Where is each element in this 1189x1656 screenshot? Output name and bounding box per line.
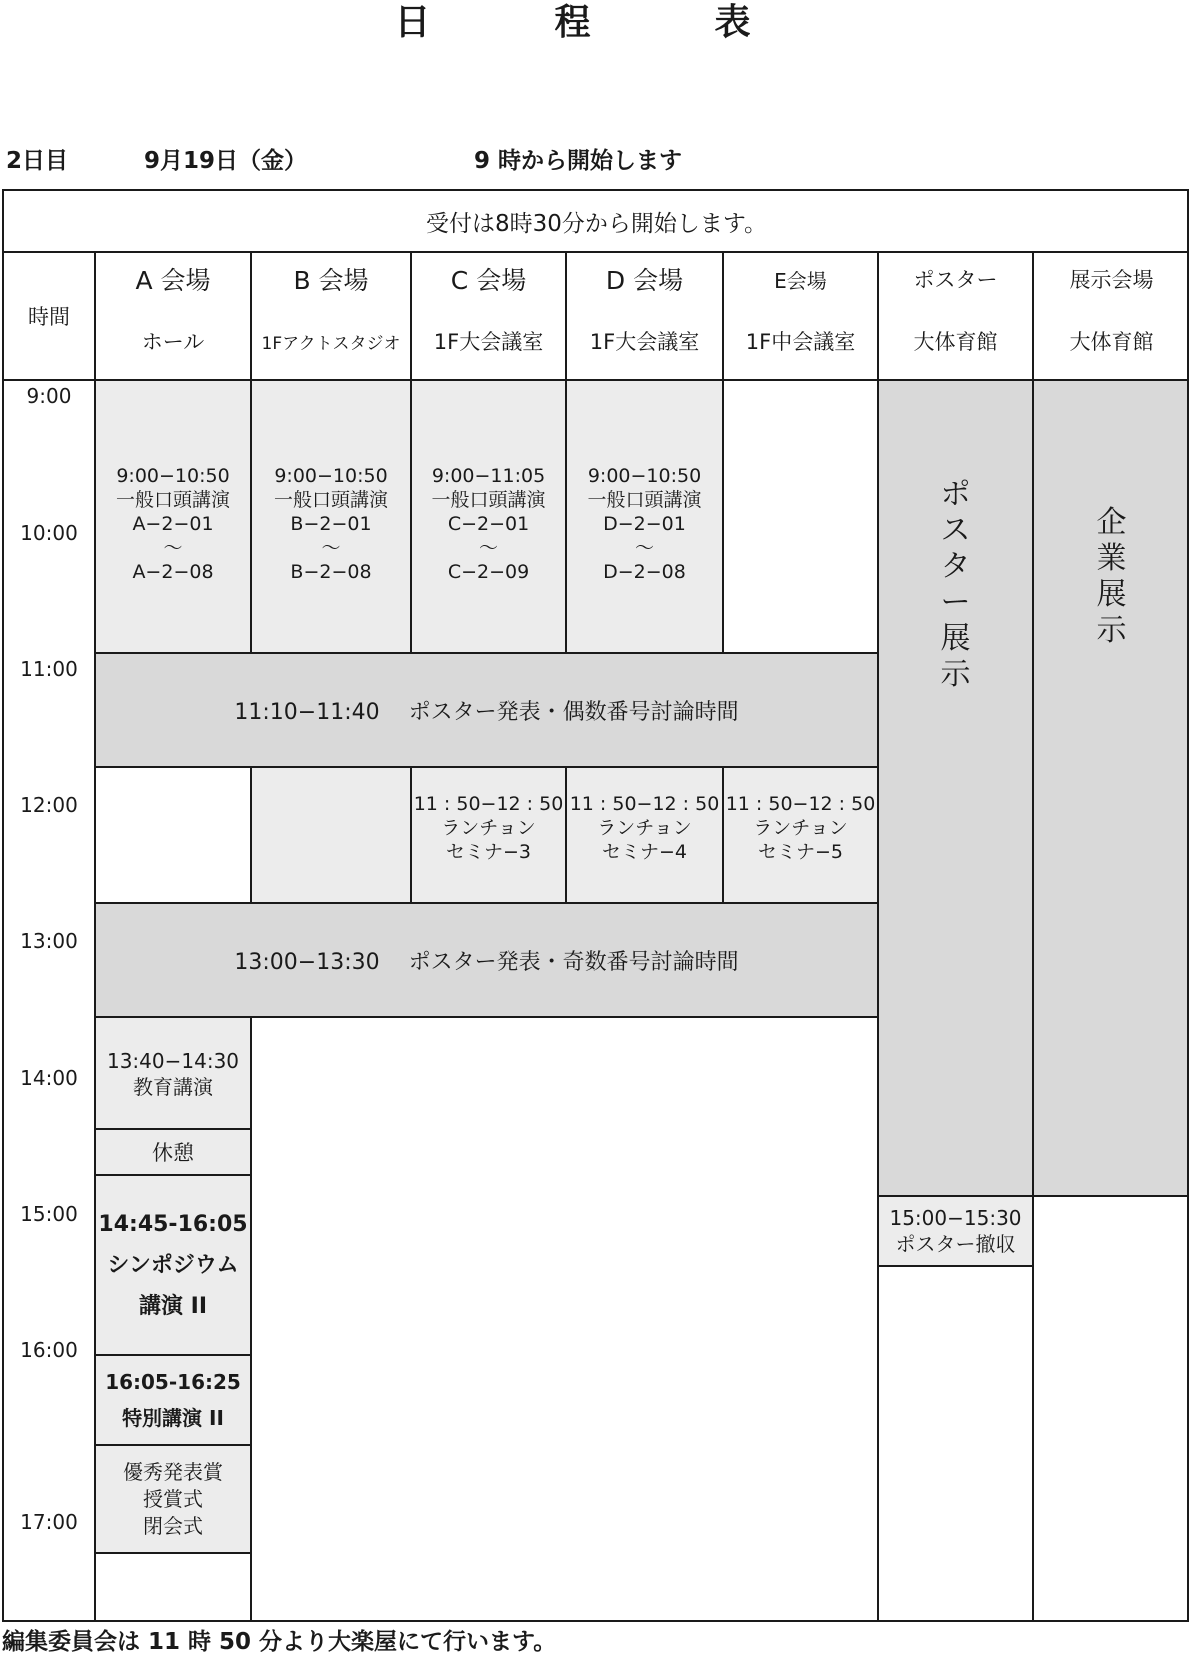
session-title: ランチョン (753, 817, 848, 839)
grid-line (1032, 251, 1034, 1622)
session-time: 15:00−15:30 (889, 1206, 1022, 1230)
session-title: ランチョン (441, 817, 536, 839)
session-time: 11 : 50−12 : 50 (413, 793, 564, 815)
grid-line (410, 251, 412, 654)
time-header: 時間 (28, 305, 70, 329)
grid-line (94, 1016, 879, 1018)
grid-line (94, 766, 879, 768)
session-time: 9:00−11:05 (431, 464, 546, 487)
grid-line (94, 1128, 252, 1130)
poster-display (879, 381, 1032, 1195)
company-exhibit (1034, 381, 1189, 1195)
venue-name: E会場 (774, 268, 827, 293)
day-label: 2日目 (6, 148, 69, 174)
time-label: 10:00 (20, 521, 78, 545)
session-to: C−2−09 (447, 560, 530, 583)
time-label: 14:00 (20, 1066, 78, 1090)
session-to: A−2−08 (132, 560, 214, 583)
date-label: 9月19日（金） (144, 148, 308, 174)
grid-line (250, 1016, 252, 1622)
poster-even-discussion: 11:10−11:40 ポスター発表・偶数番号討論時間 (96, 654, 877, 766)
session-time: 14:45-16:05 (98, 1211, 248, 1237)
poster-display-label: ポスター展示 (940, 477, 971, 692)
grid-line (94, 251, 96, 1622)
grid-line (2, 1620, 1189, 1622)
session-name: セミナ−3 (445, 841, 531, 863)
closing-ceremony (96, 1446, 250, 1552)
time-label: 16:00 (20, 1338, 78, 1362)
venue-header-exhibit (1034, 253, 1189, 379)
closing-line: 優秀発表賞 (123, 1459, 223, 1484)
grid-line (94, 902, 879, 904)
venue-name: B 会場 (293, 266, 369, 295)
grid-line (877, 251, 879, 1622)
grid-line (250, 251, 252, 654)
grid-line (2, 189, 1189, 191)
grid-line (877, 1265, 1034, 1267)
company-exhibit-label: 企業展示 (1096, 505, 1127, 648)
time-label: 12:00 (20, 793, 78, 817)
oral-session-a (96, 381, 250, 652)
session-to: D−2−08 (603, 560, 686, 583)
closing-line: 閉会式 (143, 1513, 203, 1538)
luncheon-seminar-5 (724, 768, 877, 902)
session-name: セミナ−4 (601, 841, 687, 863)
session-time: 9:00−10:50 (116, 464, 230, 487)
poster-odd-discussion: 13:00−13:30 ポスター発表・奇数番号討論時間 (96, 904, 877, 1016)
session-time: 11 : 50−12 : 50 (725, 793, 876, 815)
session-from: B−2−01 (290, 512, 372, 535)
venue-header-b (252, 253, 410, 379)
session-time: 9:00−10:50 (274, 464, 388, 487)
grid-line (94, 652, 879, 654)
venue-room: 1F大会議室 (589, 330, 700, 354)
time-label: 9:00 (26, 384, 72, 408)
time-label: 15:00 (20, 1202, 78, 1226)
venue-name: D 会場 (605, 266, 684, 295)
session-time: 13:40−14:30 (106, 1049, 240, 1073)
grid-line (722, 766, 724, 904)
venue-name: C 会場 (450, 266, 527, 295)
grid-line (94, 1552, 252, 1554)
session-title: 教育講演 (133, 1075, 213, 1099)
venue-header-a (96, 253, 250, 379)
venue-name: 展示会場 (1069, 268, 1154, 292)
session-from: D−2−01 (603, 512, 686, 535)
footer-note: 編集委員会は 11 時 50 分より大楽屋にて行います。 (2, 1629, 557, 1655)
session-to: B−2−08 (290, 560, 372, 583)
grid-line (94, 1444, 252, 1446)
grid-line (2, 251, 1189, 253)
luncheon-seminar-4 (567, 768, 722, 902)
grid-line (565, 251, 567, 654)
venue-room: ホール (141, 330, 205, 354)
venue-header-e (724, 253, 877, 379)
special-lecture (96, 1356, 250, 1444)
time-label: 11:00 (20, 657, 78, 681)
oral-session-b (252, 381, 410, 652)
session-time: 9:00−10:50 (587, 464, 702, 487)
session-title: 一般口頭講演 (431, 488, 546, 511)
session-time: 11 : 50−12 : 50 (569, 793, 720, 815)
session-tilde: 〜 (634, 536, 654, 559)
grid-line (94, 1174, 252, 1176)
venue-name: A 会場 (135, 266, 211, 295)
grid-line (250, 766, 252, 904)
oral-session-d (567, 381, 722, 652)
symposium-lecture (96, 1176, 250, 1354)
grid-line (94, 1354, 252, 1356)
break-slot: 休憩 (96, 1130, 250, 1174)
venue-name: ポスター (913, 268, 998, 292)
grid-line (2, 189, 4, 1622)
oral-session-c (412, 381, 565, 652)
start-note: 9 時から開始します (474, 148, 683, 174)
time-label: 13:00 (20, 929, 78, 953)
session-from: C−2−01 (447, 512, 530, 535)
reception-note: 受付は8時30分から開始します。 (425, 210, 768, 237)
session-title: シンポジウム (107, 1252, 239, 1278)
venue-room: 大体育館 (1069, 330, 1154, 354)
session-name: セミナ−5 (757, 841, 843, 863)
session-tilde: 〜 (478, 536, 498, 559)
session-time: 16:05-16:25 (105, 1370, 241, 1394)
closing-line: 授賞式 (143, 1486, 203, 1511)
session-from: A−2−01 (132, 512, 214, 535)
poster-removal (879, 1197, 1032, 1265)
session-title: 一般口頭講演 (115, 488, 230, 511)
session-title: 特別講演 II (122, 1406, 224, 1430)
empty-slot (252, 768, 410, 902)
venue-room: 1Fアクトスタジオ (261, 333, 401, 354)
education-lecture (96, 1018, 250, 1128)
grid-line (410, 766, 412, 904)
session-title: ランチョン (597, 817, 692, 839)
time-label: 17:00 (20, 1510, 78, 1534)
session-title: ポスター撤収 (895, 1232, 1016, 1256)
grid-line (565, 766, 567, 904)
luncheon-seminar-3 (412, 768, 565, 902)
venue-room: 1F中会議室 (745, 330, 856, 354)
venue-room: 大体育館 (913, 330, 998, 354)
page-title: 日 程 表 (394, 2, 795, 43)
grid-line (722, 251, 724, 654)
venue-header-poster (879, 253, 1032, 379)
session-sub: 講演 II (138, 1293, 208, 1319)
venue-room: 1F大会議室 (433, 330, 544, 354)
session-tilde: 〜 (321, 536, 341, 559)
session-title: 一般口頭講演 (273, 488, 388, 511)
venue-header-c (412, 253, 565, 379)
venue-header-d (567, 253, 722, 379)
session-title: 一般口頭講演 (587, 488, 702, 511)
grid-line (2, 379, 1189, 381)
session-tilde: 〜 (163, 536, 183, 559)
